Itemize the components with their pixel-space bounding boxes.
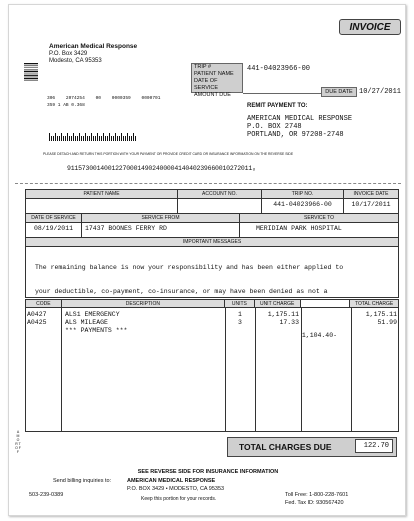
barcode-bar [24,77,38,78]
barcode-bar [129,136,130,141]
barcode-bar [24,70,38,71]
send-inquiries-label: Send billing inquiries to: [53,478,112,484]
account-no-value [178,199,262,213]
tear-line [15,183,401,184]
footer-toll-free: Toll Free: 1-800-228-7601 [285,492,349,498]
barcode-bar [89,136,90,141]
due-date: 10/27/2011 [359,88,402,96]
date-of-service-header: DATE OF SERVICE [26,214,82,222]
barcode-bar [61,133,62,141]
barcode-bar [133,133,134,141]
barcode-bar [103,133,104,141]
barcode-bar [99,136,100,141]
total-charge-header: TOTAL CHARGE [350,300,398,307]
barcode-bar [111,136,112,141]
barcode-bar [79,133,80,141]
charges-header-row [25,299,399,307]
important-messages-header: IMPORTANT MESSAGES [25,238,399,246]
barcode-bar [59,136,60,141]
ocr-scan-line: 91157300140012270001490240000414040239660010272011ₒ [67,165,256,172]
footer-tax-id: Fed. Tax ID: 930567420 [285,500,344,506]
barcode-horizontal [49,133,139,141]
description-cell: ALS MILEAGE [65,319,108,326]
units-cell: 1 [238,311,242,318]
date-of-service-label: DATE OF SERVICE [194,78,219,91]
account-no-header: ACCOUNT NO. [178,190,262,198]
table-row [27,327,397,335]
barcode-bar [24,80,38,81]
barcode-bar [97,133,98,141]
footer-phone-left: 503-239-0389 [29,492,64,498]
barcode-bar [57,136,58,141]
total-charges-label: TOTAL CHARGES DUE [239,442,332,452]
barcode-bar [24,67,38,68]
barcode-bar [24,78,38,79]
barcode-bar [127,133,128,141]
reverse-side-note: SEE REVERSE SIDE FOR INSURANCE INFORMATION [137,469,279,475]
footer-address: P.O. BOX 3429 • MODESTO, CA 95353 [127,486,225,492]
side-code: A M O R T O F F [15,430,21,454]
remit-line-1: AMERICAN MEDICAL RESPONSE [247,115,353,123]
patient-name-value [26,199,178,213]
barcode-bar [119,136,120,141]
barcode-vertical [24,63,38,89]
footer-company: AMERICAN MEDICAL RESPONSE [127,478,216,484]
unit-charge-header: UNIT CHARGE [255,300,301,307]
barcode-bar [73,133,74,141]
barcode-bar [109,133,110,141]
barcode-bar [81,136,82,141]
service-to-header: SERVICE TO [240,214,398,222]
message-line: your deductible, co-payment, co-insurance, or may have been denied as not a [35,288,328,295]
important-messages-body [25,247,399,297]
description-cell: *** PAYMENTS *** [65,327,128,334]
barcode-bar [107,136,108,141]
total-charges-amount: 122.70 [355,439,393,453]
barcode-bar [24,75,38,76]
barcode-bar [75,136,76,141]
payment-header [301,300,351,307]
barcode-bar [125,136,126,141]
barcode-bar [24,63,38,64]
barcode-bar [85,133,86,141]
company-address-1: P.O. Box 3429 [49,51,88,57]
barcode-bar [105,136,106,141]
detach-note: PLEASE DETACH AND RETURN THIS PORTION WITH YOUR PAYMENT OR PROVIDE CREDIT CARD OR INSURANCE INFORMATION ON THE REVERSE SIDE [43,152,294,156]
trip-no-header: TRIP NO. [262,190,344,198]
service-from-header: SERVICE FROM [82,214,240,222]
barcode-bar [83,136,84,141]
barcode-bar [93,136,94,141]
code-cell: A0425 [27,319,47,326]
barcode-bar [67,133,68,141]
barcode-bar [51,136,52,141]
patient-name-label: PATIENT NAME [194,71,234,77]
barcode-bar [63,136,64,141]
unit-charge-cell: 1,175.11 [267,311,299,318]
barcode-bar [115,133,116,141]
trip-box [191,63,243,98]
service-value-row [25,223,399,237]
code-cell: A0427 [27,311,47,318]
patient-name-header: PATIENT NAME [26,190,178,198]
barcode-bar [53,136,54,141]
barcode-bar [121,133,122,141]
account-header-row [25,190,399,198]
amount-due-label: AMOUNT DUE [194,92,231,98]
table-row [27,319,397,327]
barcode-bar [135,136,136,141]
barcode-bar [91,133,92,141]
barcode-bar [24,65,38,66]
company-name: American Medical Response [49,43,138,50]
barcode-bar [113,136,114,141]
company-address-2: Modesto, CA 95353 [49,58,102,64]
barcode-bar [131,136,132,141]
service-to-value: MERIDIAN PARK HOSPITAL [256,225,342,232]
scan-code-1: 306 2074254 00 0000359 0000701 [47,96,161,101]
service-from-value: 17437 BOONES FERRY RD [82,223,240,237]
message-line: The remaining balance is now your responsibility and has been either applied to [35,264,344,271]
unit-charge-cell: 17.33 [279,319,299,326]
invoice-page [8,4,406,516]
footer-keep-note: Keep this portion for your records. [141,496,217,502]
trip-label: TRIP # [194,64,212,70]
barcode-bar [117,136,118,141]
code-header: CODE [26,300,62,307]
service-header-row [25,214,399,222]
description-header: DESCRIPTION [62,300,225,307]
trip-number: 441-04023966-00 [247,65,311,73]
barcode-bar [55,133,56,141]
invoice-tab: INVOICE [339,19,401,35]
description-cell: ALS1 EMERGENCY [65,311,120,318]
barcode-bar [95,136,96,141]
scan-code-2: 359 1 AB 0.368 [47,103,85,108]
remit-label: REMIT PAYMENT TO: [247,103,308,109]
remit-line-3: PORTLAND, OR 97208-2748 [247,131,344,139]
barcode-bar [24,71,38,72]
barcode-bar [69,136,70,141]
date-of-service-value: 08/19/2011 [26,223,82,237]
remit-line-2: P.O. BOX 2748 [247,123,302,131]
barcode-bar [77,136,78,141]
payment-cell: 1,104.40- [301,332,337,339]
units-header: UNITS [225,300,255,307]
account-value-row [25,199,399,213]
table-row [27,311,397,319]
due-date-label: DUE DATE [321,87,357,97]
barcode-bar [123,136,124,141]
total-cell: 51.99 [377,319,397,326]
invoice-date-value: 10/17/2011 [351,201,391,208]
total-cell: 1,175.11 [365,311,397,318]
barcode-bar [24,73,38,74]
barcode-bar [65,136,66,141]
barcode-bar [71,136,72,141]
invoice-date-header: INVOICE DATE [344,190,398,198]
barcode-bar [49,133,50,141]
units-cell: 3 [238,319,242,326]
barcode-bar [101,136,102,141]
barcode-bar [87,136,88,141]
trip-no-value: 441-04023966-00 [262,199,344,213]
